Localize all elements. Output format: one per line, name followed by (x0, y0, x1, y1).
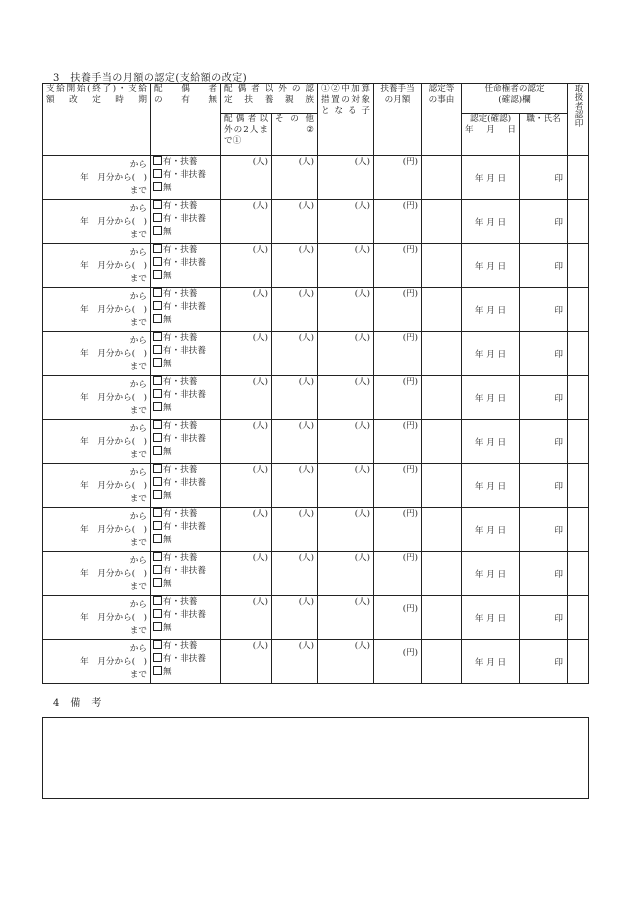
checkbox-icon (153, 332, 162, 341)
from-label: から (129, 468, 147, 478)
handler-seal-cell[interactable] (568, 244, 589, 288)
checkbox-icon (153, 257, 162, 266)
checkbox-icon (153, 226, 162, 235)
seal-cell[interactable]: 印 (520, 508, 568, 552)
option-supported[interactable]: 有・扶養 (151, 244, 220, 257)
period-cell[interactable] (43, 508, 151, 552)
from-label: から (129, 424, 147, 434)
from-label: から (129, 600, 147, 610)
dependents-a-cell[interactable]: (人) (221, 376, 272, 420)
table-row (43, 640, 589, 684)
option-supported[interactable]: 有・扶養 (151, 464, 220, 477)
children-cell[interactable]: (人) (318, 420, 374, 464)
cert-date-cell[interactable]: 年 月 日 (462, 552, 520, 596)
checkbox-icon (153, 213, 162, 222)
seal-cell[interactable]: 印 (520, 640, 568, 684)
period-cell[interactable] (43, 640, 151, 684)
until-label: まで (129, 406, 147, 416)
period-cell[interactable] (43, 420, 151, 464)
header-period: 支給開始(終了)・支給 額 改 定 時 期 (43, 84, 151, 156)
month-from-label: 年 月分から( ) (80, 393, 147, 403)
spouse-options (151, 596, 221, 640)
header-reason: 認定等 の事由 (422, 84, 462, 156)
checkbox-icon (153, 301, 162, 310)
dependents-a-cell[interactable]: (人) (221, 420, 272, 464)
seal-cell[interactable]: 印 (520, 464, 568, 508)
monthly-amount-cell[interactable]: (円) (374, 156, 422, 200)
option-supported[interactable]: 有・扶養 (151, 640, 220, 653)
checkbox-icon (153, 464, 162, 473)
handler-seal-cell[interactable] (568, 288, 589, 332)
table-row (43, 332, 589, 376)
cert-date-cell[interactable]: 年 月 日 (462, 288, 520, 332)
seal-cell[interactable]: 印 (520, 332, 568, 376)
checkbox-icon (153, 596, 162, 605)
spouse-options (151, 640, 221, 684)
children-cell[interactable]: (人) (318, 508, 374, 552)
header-dependents-group: 配 偶 者 以 外 の 認 定 扶 養 親 族 (221, 84, 318, 114)
children-cell[interactable]: (人) (318, 464, 374, 508)
dependents-b-cell[interactable]: (人) (272, 640, 318, 684)
header-title-name: 職・氏名 (520, 114, 568, 156)
spouse-options (151, 288, 221, 332)
option-none[interactable]: 無 (151, 578, 220, 591)
seal-cell[interactable]: 印 (520, 244, 568, 288)
option-supported[interactable]: 有・扶養 (151, 596, 220, 609)
month-from-label: 年 月分から( ) (80, 305, 147, 315)
cert-date-cell[interactable]: 年 月 日 (462, 420, 520, 464)
seal-cell[interactable]: 印 (520, 596, 568, 640)
option-none[interactable]: 無 (151, 226, 220, 239)
handler-seal-cell[interactable] (568, 596, 589, 640)
checkbox-icon (153, 402, 162, 411)
cert-date-cell[interactable]: 年 月 日 (462, 596, 520, 640)
period-cell[interactable] (43, 552, 151, 596)
monthly-amount-cell[interactable]: (円) (374, 420, 422, 464)
handler-seal-cell[interactable] (568, 464, 589, 508)
spouse-options (151, 200, 221, 244)
option-not-supported[interactable]: 有・非扶養 (151, 609, 220, 622)
cert-date-cell[interactable]: 年 月 日 (462, 332, 520, 376)
children-cell[interactable]: (人) (318, 640, 374, 684)
table-row (43, 464, 589, 508)
from-label: から (129, 644, 147, 654)
dependents-a-cell[interactable]: (人) (221, 156, 272, 200)
from-label: から (129, 292, 147, 302)
checkbox-icon (153, 446, 162, 455)
cert-date-cell[interactable]: 年 月 日 (462, 464, 520, 508)
monthly-amount-cell[interactable]: (円) (374, 244, 422, 288)
reason-cell[interactable] (422, 156, 462, 200)
checkbox-icon (153, 200, 162, 209)
header-dependents-a: 配 偶 者 以 外の2人ま で① (221, 114, 272, 156)
checkbox-icon (153, 534, 162, 543)
reason-cell[interactable] (422, 464, 462, 508)
dependents-a-cell[interactable]: (人) (221, 596, 272, 640)
until-label: まで (129, 626, 147, 636)
table-body (43, 156, 589, 684)
monthly-amount-cell[interactable]: (円) (374, 376, 422, 420)
handler-seal-cell[interactable] (568, 200, 589, 244)
seal-cell[interactable]: 印 (520, 376, 568, 420)
header-handler-seal: 取扱者認印 (568, 84, 589, 156)
dependents-a-cell[interactable]: (人) (221, 244, 272, 288)
reason-cell[interactable] (422, 376, 462, 420)
dependents-b-cell[interactable]: (人) (272, 156, 318, 200)
header-dependents-b: そ の 他 ② (272, 114, 318, 156)
table-row (43, 156, 589, 200)
option-not-supported[interactable]: 有・非扶養 (151, 213, 220, 226)
remarks-box[interactable] (42, 717, 589, 799)
checkbox-icon (153, 653, 162, 662)
option-none[interactable]: 無 (151, 314, 220, 327)
reason-cell[interactable] (422, 508, 462, 552)
seal-cell[interactable]: 印 (520, 200, 568, 244)
cert-date-cell[interactable]: 年 月 日 (462, 200, 520, 244)
reason-cell[interactable] (422, 552, 462, 596)
table-row (43, 420, 589, 464)
monthly-amount-cell[interactable]: (円) (374, 640, 422, 684)
table-row (43, 376, 589, 420)
cert-date-cell[interactable]: 年 月 日 (462, 244, 520, 288)
until-label: まで (129, 538, 147, 548)
checkbox-icon (153, 389, 162, 398)
checkbox-icon (153, 156, 162, 165)
handler-seal-cell[interactable] (568, 420, 589, 464)
cert-date-cell[interactable]: 年 月 日 (462, 376, 520, 420)
checkbox-icon (153, 270, 162, 279)
month-from-label: 年 月分から( ) (80, 437, 147, 447)
monthly-amount-cell[interactable]: (円) (374, 200, 422, 244)
period-cell[interactable] (43, 244, 151, 288)
option-none[interactable]: 無 (151, 270, 220, 283)
table-row (43, 508, 589, 552)
checkbox-icon (153, 169, 162, 178)
until-label: まで (129, 450, 147, 460)
until-label: まで (129, 186, 147, 196)
until-label: まで (129, 494, 147, 504)
option-not-supported[interactable]: 有・非扶養 (151, 389, 220, 402)
dependents-b-cell[interactable]: (人) (272, 596, 318, 640)
from-label: から (129, 204, 147, 214)
option-not-supported[interactable]: 有・非扶養 (151, 169, 220, 182)
reason-cell[interactable] (422, 244, 462, 288)
option-none[interactable]: 無 (151, 182, 220, 195)
handler-seal-cell[interactable] (568, 332, 589, 376)
handler-seal-cell[interactable] (568, 508, 589, 552)
option-supported[interactable]: 有・扶養 (151, 508, 220, 521)
monthly-amount-cell[interactable]: (円) (374, 596, 422, 640)
children-cell[interactable]: (人) (318, 376, 374, 420)
spouse-options (151, 244, 221, 288)
option-not-supported[interactable]: 有・非扶養 (151, 565, 220, 578)
dependents-b-cell[interactable]: (人) (272, 420, 318, 464)
option-not-supported[interactable]: 有・非扶養 (151, 433, 220, 446)
dependents-b-cell[interactable]: (人) (272, 332, 318, 376)
dependents-a-cell[interactable]: (人) (221, 332, 272, 376)
option-not-supported[interactable]: 有・非扶養 (151, 653, 220, 666)
checkbox-icon (153, 666, 162, 675)
until-label: まで (129, 274, 147, 284)
checkbox-icon (153, 565, 162, 574)
checkbox-icon (153, 288, 162, 297)
checkbox-icon (153, 640, 162, 649)
dependents-a-cell[interactable]: (人) (221, 200, 272, 244)
reason-cell[interactable] (422, 420, 462, 464)
dependents-a-cell[interactable]: (人) (221, 288, 272, 332)
checkbox-icon (153, 609, 162, 618)
checkbox-icon (153, 314, 162, 323)
period-cell[interactable] (43, 200, 151, 244)
spouse-options (151, 508, 221, 552)
option-not-supported[interactable]: 有・非扶養 (151, 521, 220, 534)
dependents-a-cell[interactable]: (人) (221, 640, 272, 684)
checkbox-icon (153, 244, 162, 253)
checkbox-icon (153, 376, 162, 385)
children-cell[interactable]: (人) (318, 596, 374, 640)
reason-cell[interactable] (422, 640, 462, 684)
option-none[interactable]: 無 (151, 622, 220, 635)
dependents-b-cell[interactable]: (人) (272, 464, 318, 508)
reason-cell[interactable] (422, 596, 462, 640)
monthly-amount-cell[interactable]: (円) (374, 332, 422, 376)
option-not-supported[interactable]: 有・非扶養 (151, 345, 220, 358)
period-cell[interactable] (43, 332, 151, 376)
header-spouse: 配 偶 者 の 有 無 (151, 84, 221, 156)
table-row (43, 244, 589, 288)
option-none[interactable]: 無 (151, 446, 220, 459)
handler-seal-cell[interactable] (568, 156, 589, 200)
header-monthly-amount: 扶養手当 の月額 (374, 84, 422, 156)
spouse-options (151, 420, 221, 464)
checkbox-icon (153, 433, 162, 442)
dependents-b-cell[interactable]: (人) (272, 508, 318, 552)
spouse-options (151, 332, 221, 376)
checkbox-icon (153, 358, 162, 367)
reason-cell[interactable] (422, 200, 462, 244)
from-label: から (129, 556, 147, 566)
until-label: まで (129, 318, 147, 328)
children-cell[interactable]: (人) (318, 332, 374, 376)
month-from-label: 年 月分から( ) (80, 261, 147, 271)
checkbox-icon (153, 521, 162, 530)
option-supported[interactable]: 有・扶養 (151, 156, 220, 169)
header-cert-date: 認定(確認) 年 月 日 (462, 114, 520, 156)
handler-seal-cell[interactable] (568, 552, 589, 596)
spouse-options (151, 376, 221, 420)
seal-cell[interactable]: 印 (520, 288, 568, 332)
cert-date-cell[interactable]: 年 月 日 (462, 156, 520, 200)
option-supported[interactable]: 有・扶養 (151, 332, 220, 345)
table-row (43, 288, 589, 332)
dependents-a-cell[interactable]: (人) (221, 508, 272, 552)
until-label: まで (129, 670, 147, 680)
seal-cell[interactable]: 印 (520, 156, 568, 200)
dependents-a-cell[interactable]: (人) (221, 552, 272, 596)
checkbox-icon (153, 490, 162, 499)
from-label: から (129, 380, 147, 390)
dependents-b-cell[interactable]: (人) (272, 376, 318, 420)
section-3-title: 3 扶養手当の月額の認定(支給額の改定) (53, 73, 248, 84)
monthly-amount-cell[interactable]: (円) (374, 464, 422, 508)
reason-cell[interactable] (422, 332, 462, 376)
checkbox-icon (153, 622, 162, 631)
option-not-supported[interactable]: 有・非扶養 (151, 301, 220, 314)
children-cell[interactable]: (人) (318, 288, 374, 332)
month-from-label: 年 月分から( ) (80, 657, 147, 667)
checkbox-icon (153, 345, 162, 354)
checkbox-icon (153, 477, 162, 486)
checkbox-icon (153, 420, 162, 429)
month-from-label: 年 月分から( ) (80, 481, 147, 491)
handler-seal-cell[interactable] (568, 640, 589, 684)
from-label: から (129, 336, 147, 346)
period-cell[interactable] (43, 464, 151, 508)
period-cell[interactable] (43, 156, 151, 200)
header-authority: 任命権者の認定 (確認)欄 (462, 84, 568, 114)
option-none[interactable]: 無 (151, 490, 220, 503)
option-not-supported[interactable]: 有・非扶養 (151, 477, 220, 490)
seal-cell[interactable]: 印 (520, 420, 568, 464)
checkbox-icon (153, 552, 162, 561)
dependents-b-cell[interactable]: (人) (272, 200, 318, 244)
cert-date-cell[interactable]: 年 月 日 (462, 508, 520, 552)
option-supported[interactable]: 有・扶養 (151, 420, 220, 433)
monthly-amount-cell[interactable]: (円) (374, 552, 422, 596)
monthly-amount-cell[interactable]: (円) (374, 288, 422, 332)
children-cell[interactable]: (人) (318, 156, 374, 200)
from-label: から (129, 512, 147, 522)
cert-date-cell[interactable]: 年 月 日 (462, 640, 520, 684)
monthly-amount-cell[interactable]: (円) (374, 508, 422, 552)
option-none[interactable]: 無 (151, 358, 220, 371)
period-cell[interactable] (43, 288, 151, 332)
month-from-label: 年 月分から( ) (80, 613, 147, 623)
dependents-b-cell[interactable]: (人) (272, 552, 318, 596)
table-row (43, 200, 589, 244)
children-cell[interactable]: (人) (318, 552, 374, 596)
period-cell[interactable] (43, 376, 151, 420)
until-label: まで (129, 230, 147, 240)
dependents-b-cell[interactable]: (人) (272, 244, 318, 288)
option-not-supported[interactable]: 有・非扶養 (151, 257, 220, 270)
children-cell[interactable]: (人) (318, 244, 374, 288)
spouse-options (151, 464, 221, 508)
until-label: まで (129, 582, 147, 592)
dependents-b-cell[interactable]: (人) (272, 288, 318, 332)
checkbox-icon (153, 578, 162, 587)
option-supported[interactable]: 有・扶養 (151, 552, 220, 565)
month-from-label: 年 月分から( ) (80, 569, 147, 579)
spouse-options (151, 552, 221, 596)
header-children: ①②中加算 措置の対象 となる子 (318, 84, 374, 156)
month-from-label: 年 月分から( ) (80, 349, 147, 359)
checkbox-icon (153, 182, 162, 191)
option-none[interactable]: 無 (151, 402, 220, 415)
option-supported[interactable]: 有・扶養 (151, 288, 220, 301)
table-row (43, 596, 589, 640)
month-from-label: 年 月分から( ) (80, 217, 147, 227)
reason-cell[interactable] (422, 288, 462, 332)
period-cell[interactable] (43, 596, 151, 640)
month-from-label: 年 月分から( ) (80, 173, 147, 183)
section-4-title: 4 備 考 (53, 698, 102, 709)
month-from-label: 年 月分から( ) (80, 525, 147, 535)
until-label: まで (129, 362, 147, 372)
dependent-allowance-table (42, 83, 589, 684)
from-label: から (129, 160, 147, 170)
option-supported[interactable]: 有・扶養 (151, 200, 220, 213)
from-label: から (129, 248, 147, 258)
option-none[interactable]: 無 (151, 534, 220, 547)
dependents-a-cell[interactable]: (人) (221, 464, 272, 508)
handler-seal-cell[interactable] (568, 376, 589, 420)
checkbox-icon (153, 508, 162, 517)
option-none[interactable]: 無 (151, 666, 220, 679)
option-supported[interactable]: 有・扶養 (151, 376, 220, 389)
children-cell[interactable]: (人) (318, 200, 374, 244)
seal-cell[interactable]: 印 (520, 552, 568, 596)
spouse-options (151, 156, 221, 200)
table-row (43, 552, 589, 596)
